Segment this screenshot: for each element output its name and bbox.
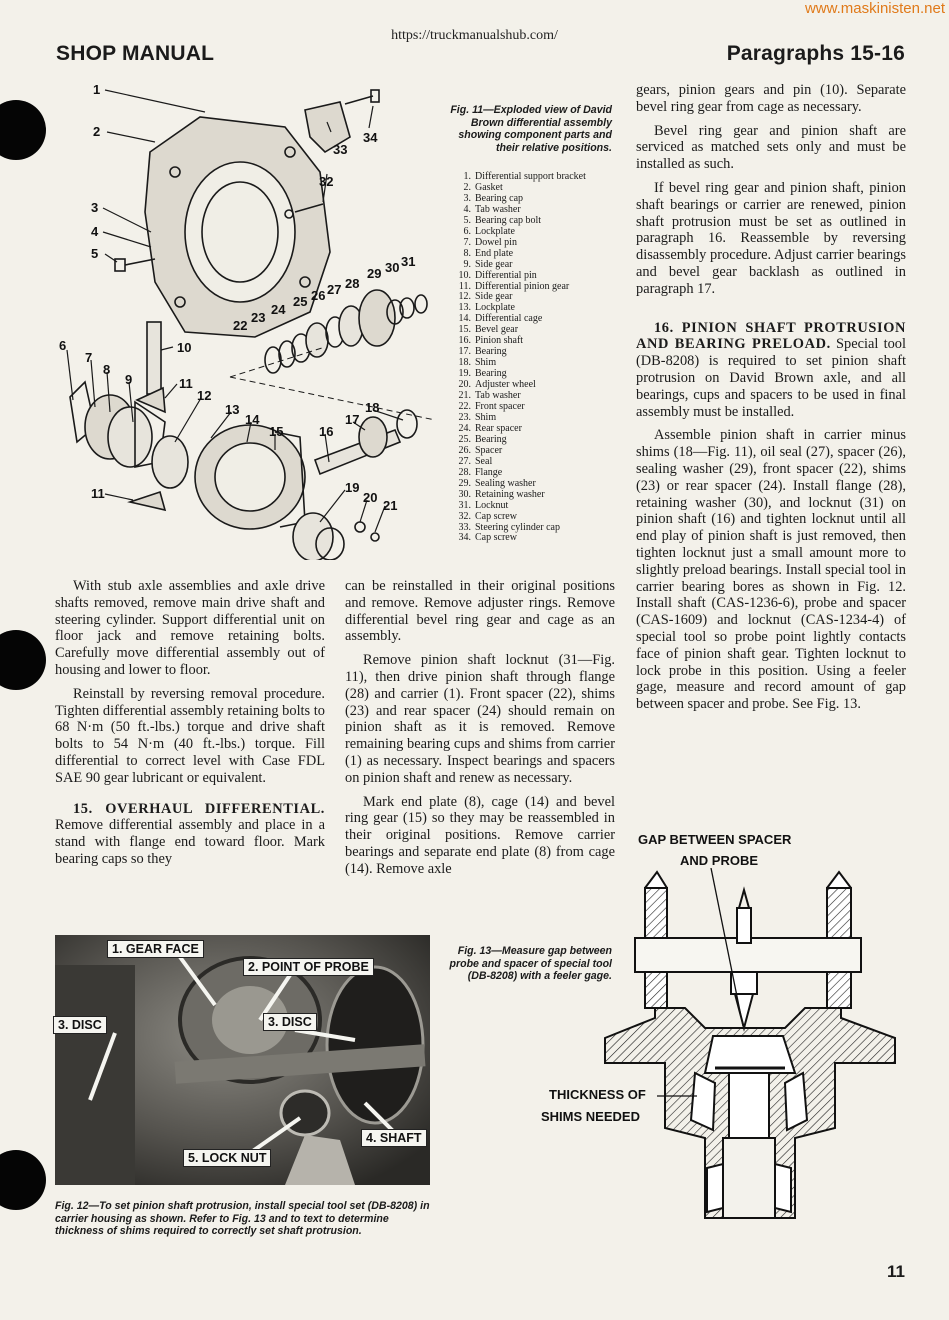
legend-number: 22. xyxy=(458,401,471,413)
fig11-callout: 18 xyxy=(365,400,380,415)
legend-part-name: Cap screw xyxy=(475,532,517,544)
fig12-label-disc: 3. DISC xyxy=(263,1013,317,1031)
legend-part-name: Front spacer xyxy=(475,401,525,413)
fig13-label-gap-2: AND PROBE xyxy=(680,853,759,868)
legend-part-name: Seal xyxy=(475,455,493,467)
fig12-label-point-of-probe: 2. POINT OF PROBE xyxy=(243,958,374,976)
paragraph: can be reinstalled in their original positions and remove. Remove adjuster rings. Remove differential bevel ring gear and cage as an assembly. xyxy=(345,578,615,645)
fig11-callout: 22 xyxy=(233,318,248,333)
binder-hole xyxy=(0,1150,46,1210)
fig11-callout: 28 xyxy=(345,276,360,291)
legend-part-name: Side gear xyxy=(475,258,513,270)
fig11-callout: 26 xyxy=(311,288,326,303)
paragraph: gears, pinion gears and pin (10). Separate bevel ring gear from cage as necessary. xyxy=(636,82,906,115)
fig11-caption: Fig. 11—Exploded view of David Brown differential assembly showing component parts and their relative positions. xyxy=(450,104,612,154)
legend-part-name: Rear spacer xyxy=(475,422,522,434)
paragraph: If bevel ring gear and pinion shaft, pinion shaft bearings or carrier are renewed, pinion shaft protrusion must be set as outlined in paragraph 16. Reassemble by reversing disassembly procedure. Adjust carrier bearings and bevel gear backlash as outlined in paragraph 17. xyxy=(636,179,906,297)
fig11-callout: 31 xyxy=(401,254,416,269)
paragraph: With stub axle assemblies and axle drive shafts removed, remove main drive shaft and steering cylinder. Support differential unit on floor jack and remove retaining bolts. Carefully move differential assembly out of housing and lower to floor. xyxy=(55,578,325,678)
legend-part-name: Differential support bracket xyxy=(475,171,586,182)
legend-number: 18. xyxy=(458,357,471,369)
fig11-callout: 33 xyxy=(333,142,348,157)
fig11-callout: 23 xyxy=(251,310,266,325)
fig11-callout: 32 xyxy=(319,174,334,189)
legend-number: 27. xyxy=(458,455,471,467)
legend-part-name: Pinion shaft xyxy=(475,335,524,347)
fig12-label-lock-nut: 5. LOCK NUT xyxy=(183,1149,271,1167)
legend-number: 23. xyxy=(458,411,471,423)
legend-number: 11. xyxy=(458,280,471,292)
legend-number: 8. xyxy=(463,247,471,259)
paragraph: Special tool (DB-8208) is required to set pinion shaft protrusion on David Brown axle, and all bearings, cups and spacers to be used in final assembly must be installed. xyxy=(636,336,906,420)
fig11-callout: 27 xyxy=(327,282,342,297)
legend-number: 24. xyxy=(458,422,471,434)
legend-number: 31. xyxy=(458,499,471,511)
fig11-callout: 5 xyxy=(91,246,99,261)
legend-number: 10. xyxy=(458,269,471,281)
legend-part-name: Cap screw xyxy=(475,510,517,522)
legend-number: 2. xyxy=(463,181,471,193)
legend-part-name: Lockplate xyxy=(475,302,515,314)
header-right: Paragraphs 15-16 xyxy=(726,42,905,65)
legend-part-name: Differential cage xyxy=(475,313,543,325)
fig11-callout: 19 xyxy=(345,480,360,495)
legend-number: 19. xyxy=(458,368,471,380)
paragraph: Remove pinion shaft locknut (31—Fig. 11), then drive pinion shaft through flange (28) and carrier (1). Front spacer (22), shims (23) and rear spacer (24) should remain on pinion shaft as it is removed. Remove remaining bearing cups and shims from carrier (1) as necessary. Inspect bearings and spacers on pinion shaft and renew as necessary. xyxy=(345,652,615,786)
fig11-parts-legend xyxy=(455,172,625,544)
fig11-callout: 29 xyxy=(367,266,382,281)
binder-hole xyxy=(0,630,46,690)
legend-number: 32. xyxy=(458,510,471,522)
legend-number: 33. xyxy=(458,521,471,533)
fig11-callout: 17 xyxy=(345,412,360,427)
legend-number: 15. xyxy=(458,324,471,336)
legend-part-name: Shim xyxy=(475,411,497,423)
fig11-callout: 9 xyxy=(125,372,133,387)
legend-part-name: Bearing xyxy=(475,346,507,358)
legend-number: 12. xyxy=(458,291,471,303)
legend-part-name: Dowel pin xyxy=(475,236,517,248)
paragraph: Remove differential assembly and place in a stand with flange end toward floor. Mark bearing caps so they xyxy=(55,817,325,867)
fig11-callout: 34 xyxy=(363,130,378,145)
legend-number: 6. xyxy=(463,225,471,237)
legend-number: 9. xyxy=(463,258,471,270)
fig11-callout: 8 xyxy=(103,362,111,377)
legend-part-name: Gasket xyxy=(475,181,503,193)
legend-number: 14. xyxy=(458,313,471,325)
fig11-callout: 7 xyxy=(85,350,93,365)
fig11-callout: 4 xyxy=(91,224,99,239)
page-number: 11 xyxy=(887,1262,905,1281)
legend-number: 26. xyxy=(458,444,471,456)
fig11-callout: 15 xyxy=(269,424,284,439)
legend-part-name: Sealing washer xyxy=(475,477,536,489)
text-column-1 xyxy=(55,578,325,875)
fig11-callout: 20 xyxy=(363,490,378,505)
paragraph: Assemble pinion shaft in carrier minus shims (18—Fig. 11), oil seal (27), spacer (26), sealing washer (29), front spacer (22), shims (23) or rear spacer (24). Install flange (28), retaining washer (30), and locknut (31) on pinion shaft (16) and tighten locknut until all end play of pinion shaft is just removed, then tighten locknut just a small amount more to slightly preload bearings. Install special tool in carrier bearing bores as shown in Fig. 12. Install shaft (CAS-1236-6), probe and spacer (CAS-1609) and locknut (CAS-1234-4) of special tool so probe point lightly contacts face of pinion shaft gear. Tighten locknut to lock probe in this position. Using a feeler gage, measure and record amount of gap between spacer and probe. See Fig. 13. xyxy=(636,427,906,713)
section-heading: 15. OVERHAUL DIFFERENTIAL. xyxy=(73,800,325,817)
fig11-callout: 11 xyxy=(91,486,105,501)
legend-part-name: End plate xyxy=(475,247,514,259)
legend-part-name: Steering cylinder cap xyxy=(475,521,560,533)
watermark[interactable]: www.maskinisten.net xyxy=(804,0,945,17)
fig11-callout: 10 xyxy=(177,340,192,355)
legend-part-name: Bearing xyxy=(475,433,507,445)
legend-number: 4. xyxy=(463,203,471,215)
fig13-tool-diagram xyxy=(595,868,910,1240)
section-heading: 16. PINION SHAFT PROTRUSION AND BEARING PRELOAD. xyxy=(636,319,906,353)
legend-number: 29. xyxy=(458,477,471,489)
legend-part-name: Locknut xyxy=(475,499,509,511)
legend-part-name: Bevel gear xyxy=(475,324,519,336)
fig11-exploded-view xyxy=(55,82,445,560)
fig12-caption: Fig. 12—To set pinion shaft protrusion, install special tool set (DB-8208) in carrier housing as shown. Refer to Fig. 13 and to text to determine thickness of shims required to correctly set shaft protrusion. xyxy=(55,1200,430,1238)
fig11-callout: 24 xyxy=(271,302,286,317)
paragraph: Bevel ring gear and pinion shaft are serviced as matched sets only and must be installed as such. xyxy=(636,122,906,173)
legend-number: 5. xyxy=(463,214,471,226)
text-column-3 xyxy=(636,82,906,720)
fig11-callout: 25 xyxy=(293,294,308,309)
binder-hole xyxy=(0,100,46,160)
legend-number: 34. xyxy=(458,532,471,544)
legend-part-name: Side gear xyxy=(475,291,513,303)
fig11-callout: 2 xyxy=(93,124,101,139)
section-15 xyxy=(55,801,325,868)
fig13-label-shims: THICKNESS OF xyxy=(549,1087,646,1102)
legend-part-name: Bearing xyxy=(475,368,507,380)
legend-part-name: Bearing cap xyxy=(475,192,524,204)
fig12-label-gear-face: 1. GEAR FACE xyxy=(107,940,204,958)
legend-number: 21. xyxy=(458,390,471,402)
fig13-label-gap: GAP BETWEEN SPACER xyxy=(638,832,792,847)
fig11-callout: 16 xyxy=(319,424,334,439)
legend-part-name: Bearing cap bolt xyxy=(475,214,542,226)
legend-part-name: Retaining washer xyxy=(475,488,545,500)
legend-part-name: Tab washer xyxy=(475,390,521,402)
fig11-callout: 13 xyxy=(225,402,240,417)
fig11-callout: 12 xyxy=(197,388,212,403)
legend-part-name: Tab washer xyxy=(475,203,521,215)
legend-number: 28. xyxy=(458,466,471,478)
legend-number: 17. xyxy=(458,346,471,358)
legend-number: 13. xyxy=(458,302,471,314)
legend-part-name: Differential pin xyxy=(475,269,537,281)
legend-number: 30. xyxy=(458,488,471,500)
legend-number: 7. xyxy=(463,236,471,248)
legend-part-name: Lockplate xyxy=(475,225,515,237)
fig11-callout: 6 xyxy=(59,338,67,353)
fig11-callout: 21 xyxy=(383,498,398,513)
header-left: SHOP MANUAL xyxy=(56,42,215,65)
legend-number: 1. xyxy=(463,171,471,182)
fig11-callout: 30 xyxy=(385,260,400,275)
text-column-2 xyxy=(345,578,615,885)
paragraph: Mark end plate (8), cage (14) and bevel ring gear (15) so they may be reassembled in their original positions. Remove carrier bearings and separate end plate (8) from cage (14). Remove axle xyxy=(345,793,615,877)
fig13-caption: Fig. 13—Measure gap between probe and spacer of special tool (DB-8208) with a feeler gage. xyxy=(449,945,612,983)
legend-number: 25. xyxy=(458,433,471,445)
section-16 xyxy=(636,320,906,421)
paragraph: Reinstall by reversing removal procedure. Tighten differential assembly retaining bolts to 68 N·m (50 ft.-lbs.) torque and drive shaft bolts to 54 N·m (40 ft.-lbs.) torque. Fill differential to correct level with Case FDL SAE 90 gear lubricant or equivalent. xyxy=(55,685,325,786)
fig12-label-disc: 3. DISC xyxy=(53,1016,107,1034)
fig11-callout: 1 xyxy=(93,82,101,97)
legend-number: 20. xyxy=(458,379,471,391)
legend-part-name: Flange xyxy=(475,466,503,478)
fig11-callout: 11 xyxy=(179,376,193,391)
legend-item xyxy=(455,533,625,544)
legend-number: 3. xyxy=(463,192,471,204)
fig11-callout: 14 xyxy=(245,412,260,427)
legend-number: 16. xyxy=(458,335,471,347)
fig13-label-shims-2: SHIMS NEEDED xyxy=(541,1109,640,1124)
legend-part-name: Spacer xyxy=(475,444,503,456)
legend-part-name: Adjuster wheel xyxy=(475,379,536,391)
legend-part-name: Shim xyxy=(475,357,497,369)
legend-part-name: Differential pinion gear xyxy=(475,280,570,292)
fig12-label-shaft: 4. SHAFT xyxy=(361,1129,427,1147)
source-url[interactable]: https://truckmanualshub.com/ xyxy=(391,28,558,43)
fig11-callout: 3 xyxy=(91,200,99,215)
